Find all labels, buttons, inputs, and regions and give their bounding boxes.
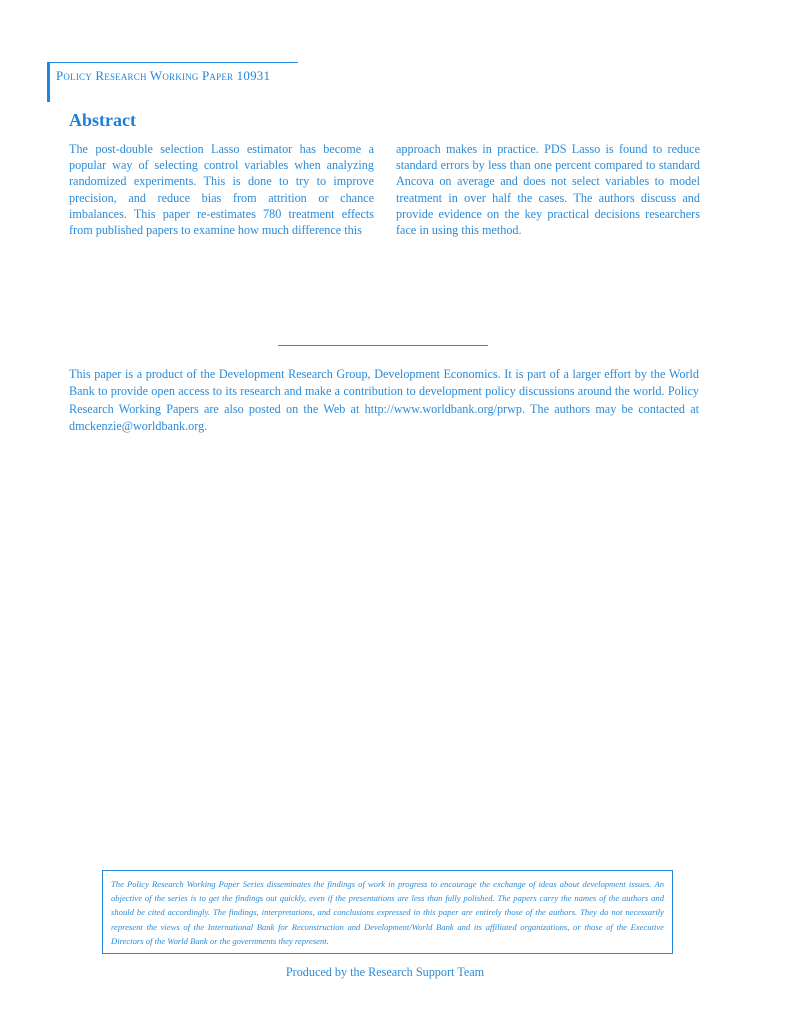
product-note: This paper is a product of the Development Research Group, Development Economics. It is part of a larger effort by the World Bank to provide open access to its research and make a contribution to development policy discussions around the world. Policy Research Working Papers are also posted on the Web at http://www.worldbank.org/prwp. The authors may be contacted at dmckenzie@worldbank.org.: [69, 367, 699, 433]
abstract-right-column: approach makes in practice. PDS Lasso is found to reduce standard errors by less than one percent compared to standard Ancova on average and does not select variables to model treatment in over half the cases. The authors discuss and provide evidence on the key practical decisions researchers face in using this method.: [396, 142, 700, 238]
disclaimer-box: The Policy Research Working Paper Series disseminates the findings of work in progress to encourage the exchange of ideas about development issues. An objective of the series is to get the findings out quickly, even if the presentations are less than fully polished. The papers carry the names of the authors and should be cited accordingly. The findings, interpretations, and conclusions expressed in this paper are entirely those of the authors. They do not necessarily represent the views of the International Bank for Reconstruction and Development/World Bank and its affiliated organizations, or those of the Executive Directors of the World Bank or the governments they represent.: [102, 870, 673, 954]
series-top-rule: [50, 62, 298, 63]
abstract-left-column: The post-double selection Lasso estimator has become a popular way of selecting control variables when analyzing randomized experiments. This is done to try to improve precision, and reduce bias from attrition or chance imbalances. This paper re-estimates 780 treatment effects from published papers to examine how much difference this: [69, 142, 374, 238]
produced-by-footer: Produced by the Research Support Team: [285, 965, 485, 979]
abstract-heading: Abstract: [69, 110, 136, 130]
series-accent-bar: [47, 62, 50, 102]
section-divider: [278, 345, 488, 346]
series-title: Policy Research Working Paper 10931: [56, 68, 271, 83]
